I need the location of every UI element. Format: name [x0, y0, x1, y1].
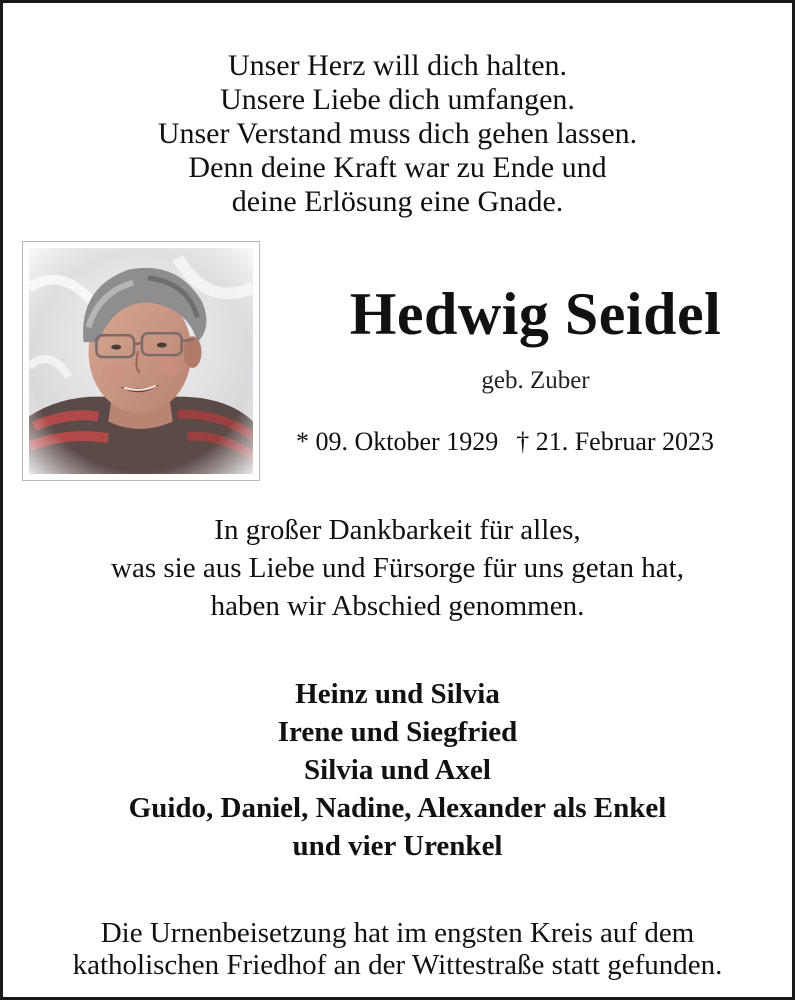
- poem-line: Unser Herz will dich halten.: [227, 49, 568, 82]
- family-line: Silvia und Axel: [304, 754, 491, 786]
- life-dates: [296, 427, 714, 457]
- poem-line: deine Erlösung eine Gnade.: [231, 185, 564, 218]
- poem-line: Unsere Liebe dich umfangen.: [220, 83, 575, 116]
- portrait-photo: [29, 248, 253, 474]
- family-list: [3, 675, 792, 865]
- poem-line: Unser Verstand muss dich gehen lassen.: [157, 117, 638, 150]
- family-line: Heinz und Silvia: [295, 678, 500, 710]
- thanks-text: [3, 511, 792, 625]
- thanks-line: In großer Dankbarkeit für alles,: [214, 514, 581, 546]
- death-date: † 21. Februar 2023: [516, 427, 715, 456]
- poem-line: Denn deine Kraft war zu Ende und: [188, 151, 607, 184]
- burial-notice: [3, 917, 792, 981]
- birth-date: * 09. Oktober 1929: [296, 427, 499, 456]
- maiden-name: geb. Zuber: [481, 367, 590, 394]
- family-line: und vier Urenkel: [292, 830, 503, 862]
- thanks-line: haben wir Abschied genommen.: [210, 590, 585, 622]
- thanks-line: was sie aus Liebe und Fürsorge für uns getan hat,: [111, 552, 684, 584]
- deceased-name: Hedwig Seidel: [349, 281, 722, 347]
- family-line: Guido, Daniel, Nadine, Alexander als Enkel: [128, 792, 667, 824]
- poem: [3, 49, 792, 219]
- burial-line: Die Urnenbeisetzung hat im engsten Kreis auf dem: [100, 917, 695, 949]
- burial-line: katholischen Friedhof an der Wittestraße statt gefunden.: [72, 949, 723, 981]
- portrait-frame: [22, 241, 260, 481]
- family-line: Irene und Siegfried: [277, 716, 518, 748]
